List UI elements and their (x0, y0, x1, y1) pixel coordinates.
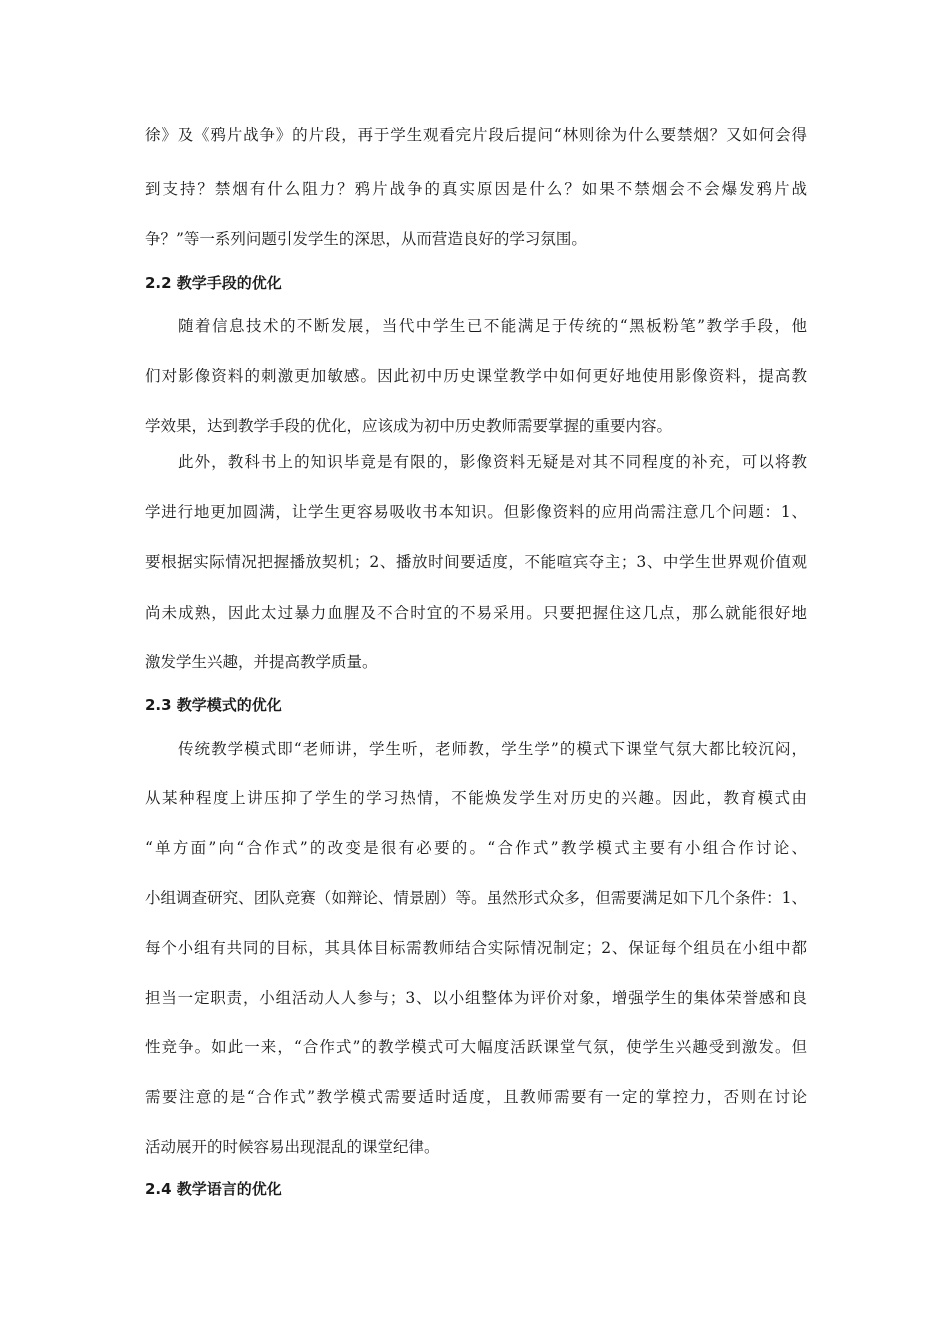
paragraph-line: 此外，教科书上的知识毕竟是有限的，影像资料无疑是对其不同程度的补充，可以将教 (178, 453, 807, 471)
paragraph-line: 们对影像资料的刺激更加敏感。因此初中历史课堂教学中如何更好地使用影像资料，提高教 (145, 367, 807, 385)
paragraph-line: 性竞争。如此一来，“合作式”的教学模式可大幅度活跃课堂气氛，使学生兴趣受到激发。但 (145, 1038, 807, 1056)
paragraph-line: “单方面”向“合作式”的改变是很有必要的。“合作式”教学模式主要有小组合作讨论、 (145, 839, 807, 857)
section-heading-2-4: 2.4 教学语言的优化 (145, 1180, 282, 1198)
paragraph-line: 活动展开的时候容易出现混乱的课堂纪律。 (145, 1138, 440, 1156)
paragraph-line: 激发学生兴趣，并提高教学质量。 (145, 653, 378, 671)
paragraph-line: 需要注意的是“合作式”教学模式需要适时适度，且教师需要有一定的掌控力，否则在讨论 (145, 1088, 807, 1106)
paragraph-line: 到支持？禁烟有什么阻力？鸦片战争的真实原因是什么？如果不禁烟会不会爆发鸦片战 (145, 180, 807, 198)
paragraph-line: 要根据实际情况把握播放契机；2、播放时间要适度，不能喧宾夺主；3、中学生世界观价值观 (145, 553, 807, 571)
paragraph-line: 传统教学模式即“老师讲，学生听，老师教，学生学”的模式下课堂气氛大都比较沉闷， (178, 740, 807, 758)
paragraph-line: 随着信息技术的不断发展，当代中学生已不能满足于传统的“黑板粉笔”教学手段，他 (178, 317, 807, 335)
paragraph-line: 学进行地更加圆满，让学生更容易吸收书本知识。但影像资料的应用尚需注意几个问题：1、 (145, 503, 807, 521)
paragraph-line: 尚未成熟，因此太过暴力血腥及不合时宜的不易采用。只要把握住这几点，那么就能很好地 (145, 604, 807, 622)
paragraph-line: 担当一定职责，小组活动人人参与；3、以小组整体为评价对象，增强学生的集体荣誉感和良 (145, 989, 807, 1007)
paragraph-line: 每个小组有共同的目标，其具体目标需教师结合实际情况制定；2、保证每个组员在小组中都 (145, 939, 807, 957)
paragraph-line: 徐》及《鸦片战争》的片段，再于学生观看完片段后提问“林则徐为什么要禁烟？又如何会得 (145, 126, 807, 144)
paragraph-line: 学效果，达到教学手段的优化，应该成为初中历史教师需要掌握的重要内容。 (145, 417, 673, 435)
paragraph-line: 小组调查研究、团队竞赛（如辩论、情景剧）等。虽然形式众多，但需要满足如下几个条件：1、 (145, 889, 807, 907)
paragraph-line: 从某种程度上讲压抑了学生的学习热情，不能焕发学生对历史的兴趣。因此，教育模式由 (145, 789, 807, 807)
section-heading-2-2: 2.2 教学手段的优化 (145, 274, 282, 292)
section-heading-2-3: 2.3 教学模式的优化 (145, 696, 282, 714)
paragraph-line: 争？”等一系列问题引发学生的深思，从而营造良好的学习氛围。 (145, 230, 587, 248)
